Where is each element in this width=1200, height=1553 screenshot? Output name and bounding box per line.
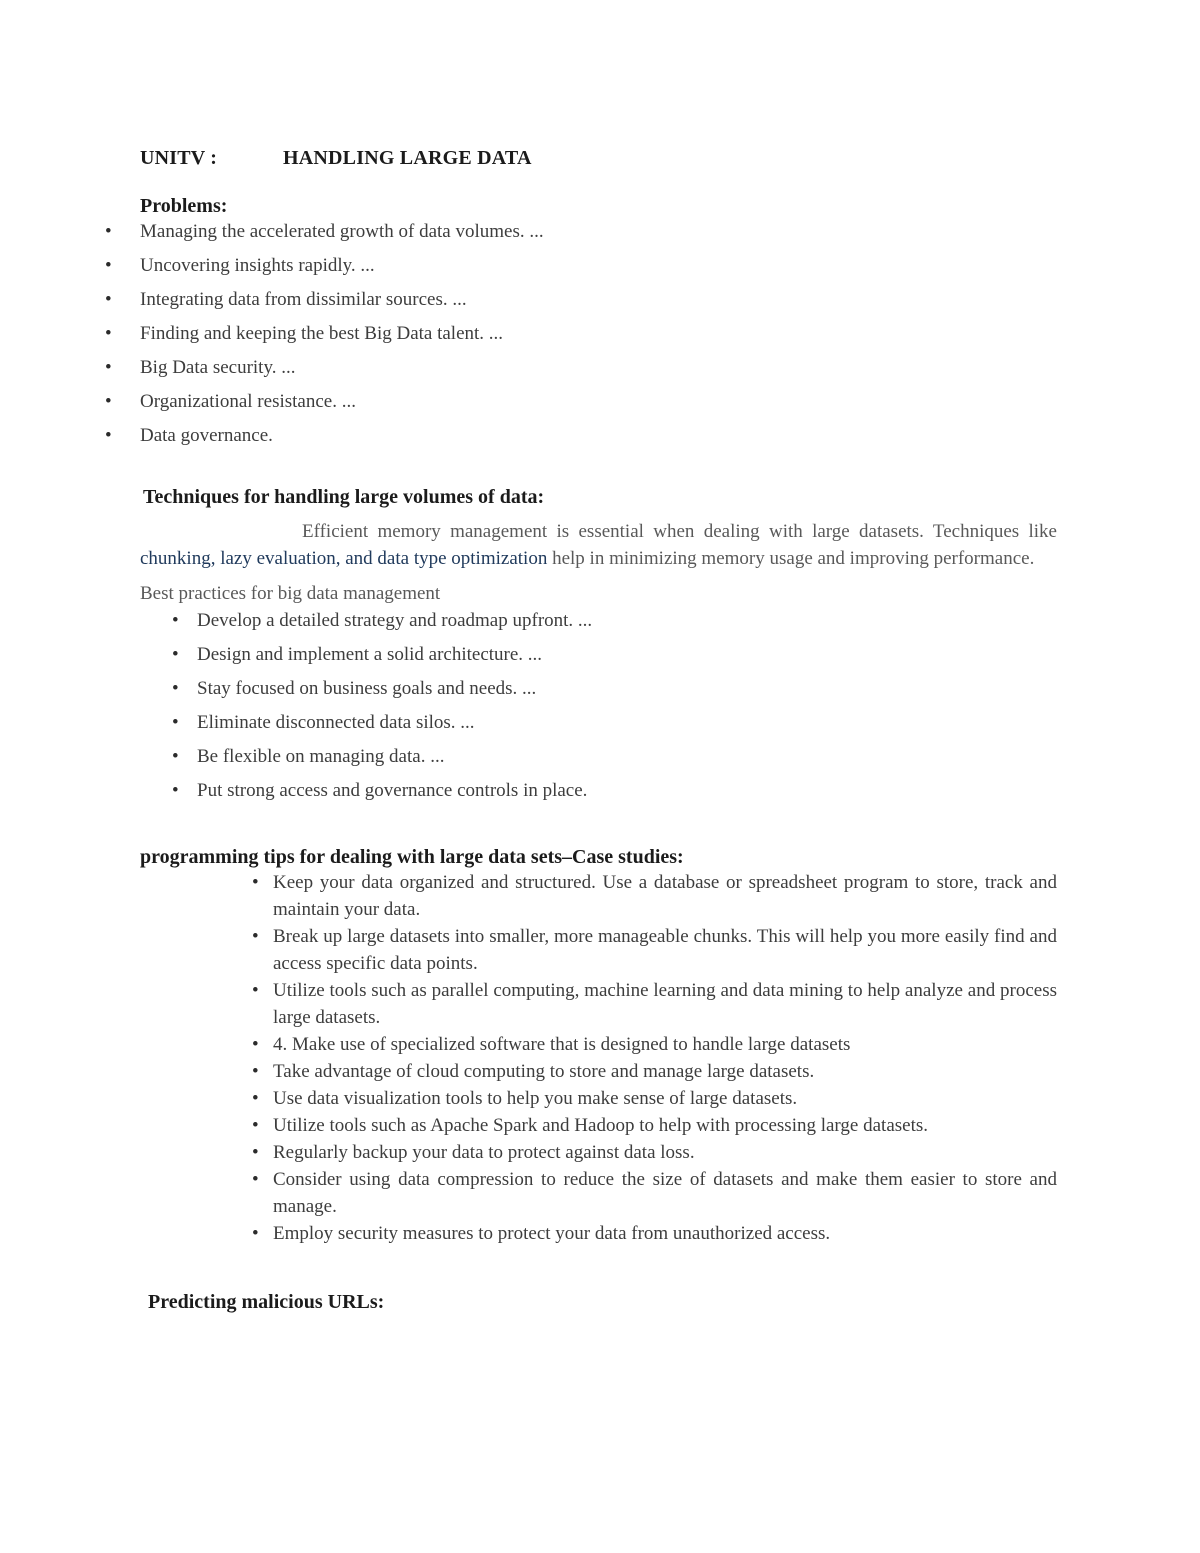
best-practices-intro: Best practices for big data management: [140, 583, 441, 604]
list-item-text: Eliminate disconnected data silos. ...: [197, 712, 475, 733]
list-item-text: Regularly backup your data to protect against data loss.: [273, 1142, 695, 1163]
list-item-text: Managing the accelerated growth of data volumes. ...: [140, 221, 544, 242]
list-item: [105, 320, 1057, 347]
list-item-text: 4. Make use of specialized software that is designed to handle large datasets: [273, 1034, 851, 1055]
list-item: [252, 1031, 1057, 1058]
bullet-icon: •: [252, 1061, 259, 1082]
unit-label: UNITV :: [140, 147, 218, 169]
bullet-icon: •: [172, 746, 179, 767]
problems-list: [105, 218, 1057, 449]
list-item: [172, 607, 1057, 634]
programming-tips-heading: programming tips for dealing with large data sets–Case studies:: [140, 846, 684, 868]
document-title: [140, 147, 1057, 170]
techniques-paragraph: [140, 518, 1057, 572]
bullet-icon: •: [252, 980, 259, 1001]
bullet-icon: •: [252, 1223, 259, 1244]
list-item-text: Take advantage of cloud computing to store and manage large datasets.: [273, 1061, 815, 1082]
paragraph-text: Efficient memory management is essential when dealing with large datasets. Techniques like: [302, 521, 1057, 542]
list-item: [252, 977, 1057, 1031]
list-item-text: Data governance.: [140, 425, 273, 446]
list-item: [252, 1085, 1057, 1112]
list-item-text: Be flexible on managing data. ...: [197, 746, 445, 767]
list-item: [105, 422, 1057, 449]
best-practices-list: [140, 607, 1057, 804]
list-item-text: Use data visualization tools to help you make sense of large datasets.: [273, 1088, 798, 1109]
list-item: [172, 675, 1057, 702]
list-item: [252, 869, 1057, 923]
list-item-text: Uncovering insights rapidly. ...: [140, 255, 375, 276]
predicting-malicious-urls-heading: Predicting malicious URLs:: [148, 1291, 385, 1313]
paragraph-text: help in minimizing memory usage and improving performance.: [547, 548, 1035, 569]
list-item-text: Design and implement a solid architecture. ...: [197, 644, 543, 665]
list-item-text: Stay focused on business goals and needs. ...: [197, 678, 537, 699]
list-item-text: Utilize tools such as Apache Spark and Hadoop to help with processing large datasets.: [273, 1115, 928, 1136]
bullet-icon: •: [105, 391, 112, 412]
programming-tips-list: [140, 869, 1057, 1247]
list-item: [172, 641, 1057, 668]
list-item-text: Develop a detailed strategy and roadmap upfront. ...: [197, 610, 593, 631]
list-item-text: Keep your data organized and structured. Use a database or spreadsheet program to store, track and maintain your data.: [273, 872, 1057, 920]
bullet-icon: •: [252, 1088, 259, 1109]
list-item-text: Integrating data from dissimilar sources. ...: [140, 289, 467, 310]
bullet-icon: •: [105, 425, 112, 446]
list-item-text: Put strong access and governance controls in place.: [197, 780, 588, 801]
list-item: [252, 1058, 1057, 1085]
list-item-text: Big Data security. ...: [140, 357, 296, 378]
list-item-text: Consider using data compression to reduce the size of datasets and make them easier to store and manage.: [273, 1169, 1057, 1217]
list-item: [172, 777, 1057, 804]
bullet-icon: •: [105, 357, 112, 378]
list-item: [252, 1166, 1057, 1220]
bullet-icon: •: [252, 926, 259, 947]
bullet-icon: •: [105, 323, 112, 344]
list-item: [105, 218, 1057, 245]
bullet-icon: •: [252, 1115, 259, 1136]
unit-title-text: HANDLING LARGE DATA: [283, 147, 532, 169]
list-item-text: Employ security measures to protect your data from unauthorized access.: [273, 1223, 831, 1244]
list-item-text: Finding and keeping the best Big Data talent. ...: [140, 323, 504, 344]
list-item: [105, 354, 1057, 381]
accent-phrase: chunking, lazy evaluation, and data type optimization: [140, 548, 548, 569]
bullet-icon: •: [172, 678, 179, 699]
list-item: [105, 388, 1057, 415]
list-item: [252, 1220, 1057, 1247]
bullet-icon: •: [172, 644, 179, 665]
bullet-icon: •: [252, 872, 259, 893]
problems-heading: Problems:: [140, 195, 228, 217]
bullet-icon: •: [172, 712, 179, 733]
list-item: [105, 252, 1057, 279]
bullet-icon: •: [252, 1142, 259, 1163]
bullet-icon: •: [252, 1034, 259, 1055]
list-item-text: Organizational resistance. ...: [140, 391, 356, 412]
list-item-text: Utilize tools such as parallel computing, machine learning and data mining to help analyze and process large datasets.: [273, 980, 1057, 1028]
list-item: [172, 709, 1057, 736]
bullet-icon: •: [105, 221, 112, 242]
list-item: [252, 1139, 1057, 1166]
bullet-icon: •: [172, 780, 179, 801]
list-item: [252, 923, 1057, 977]
list-item: [252, 1112, 1057, 1139]
list-item: [105, 286, 1057, 313]
list-item-text: Break up large datasets into smaller, more manageable chunks. This will help you more easily find and access specific data points.: [273, 926, 1057, 974]
bullet-icon: •: [252, 1169, 259, 1190]
techniques-heading: Techniques for handling large volumes of data:: [143, 486, 545, 508]
bullet-icon: •: [172, 610, 179, 631]
list-item: [172, 743, 1057, 770]
bullet-icon: •: [105, 255, 112, 276]
bullet-icon: •: [105, 289, 112, 310]
